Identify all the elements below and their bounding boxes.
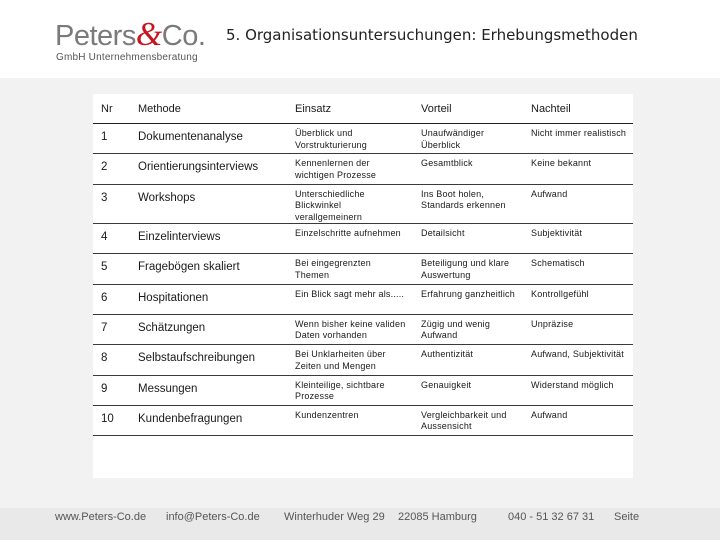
cell-nachteil: Subjektivität bbox=[523, 224, 633, 254]
table-row bbox=[93, 345, 633, 375]
cell-nachteil: Aufwand, Subjektivität bbox=[523, 345, 633, 375]
footer-street: Winterhuder Weg 29 bbox=[284, 511, 385, 523]
cell-einsatz: Bei Unklarheiten über Zeiten und Mengen bbox=[287, 345, 413, 375]
cell-nachteil: Aufwand bbox=[523, 184, 633, 224]
cell-einsatz: Unterschiedliche Blickwinkel verallgemeinern bbox=[287, 184, 413, 224]
content-area bbox=[0, 78, 720, 508]
cell-nachteil: Keine bekannt bbox=[523, 154, 633, 184]
footer-city: 22085 Hamburg bbox=[398, 511, 477, 523]
header-vorteil: Vorteil bbox=[413, 94, 523, 124]
cell-einsatz: Kleinteilige, sichtbare Prozesse bbox=[287, 375, 413, 405]
cell-einsatz: Bei eingegrenzten Themen bbox=[287, 254, 413, 284]
footer-phone: 040 - 51 32 67 31 bbox=[508, 511, 595, 523]
cell-methode: Workshops bbox=[130, 184, 287, 224]
cell-methode: Schätzungen bbox=[130, 314, 287, 344]
cell-methode: Hospitationen bbox=[130, 284, 287, 314]
cell-vorteil: Beteiligung und klare Auswertung bbox=[413, 254, 523, 284]
cell-methode: Dokumentenanalyse bbox=[130, 124, 287, 154]
logo-name-right: Co. bbox=[161, 20, 206, 52]
company-logo bbox=[55, 14, 206, 64]
cell-einsatz: Einzelschritte aufnehmen bbox=[287, 224, 413, 254]
cell-nr: 7 bbox=[93, 314, 130, 344]
cell-vorteil: Ins Boot holen, Standards erkennen bbox=[413, 184, 523, 224]
cell-vorteil: Zügig und wenig Aufwand bbox=[413, 314, 523, 344]
logo-subtitle: GmbH Unternehmensberatung bbox=[56, 52, 198, 63]
logo-name-left: Peters bbox=[55, 20, 136, 52]
cell-vorteil: Genauigkeit bbox=[413, 375, 523, 405]
cell-methode: Einzelinterviews bbox=[130, 224, 287, 254]
cell-vorteil: Authentizität bbox=[413, 345, 523, 375]
cell-nr: 10 bbox=[93, 405, 130, 435]
footer-email[interactable]: info@Peters-Co.de bbox=[166, 511, 260, 523]
table-row bbox=[93, 405, 633, 435]
cell-vorteil: Detailsicht bbox=[413, 224, 523, 254]
cell-nachteil: Unpräzise bbox=[523, 314, 633, 344]
cell-vorteil: Vergleichbarkeit und Aussensicht bbox=[413, 405, 523, 435]
cell-nachteil: Aufwand bbox=[523, 405, 633, 435]
cell-methode: Messungen bbox=[130, 375, 287, 405]
logo-wordmark bbox=[55, 16, 205, 54]
table-row bbox=[93, 284, 633, 314]
cell-nr: 3 bbox=[93, 184, 130, 224]
footer-page-label: Seite bbox=[614, 511, 640, 523]
cell-nr: 9 bbox=[93, 375, 130, 405]
cell-nachteil: Schematisch bbox=[523, 254, 633, 284]
footer bbox=[0, 508, 720, 540]
table-row bbox=[93, 314, 633, 344]
logo-ampersand: & bbox=[135, 16, 162, 53]
cell-einsatz: Überblick und Vorstrukturierung bbox=[287, 124, 413, 154]
table-row bbox=[93, 254, 633, 284]
cell-nr: 2 bbox=[93, 154, 130, 184]
cell-methode: Kundenbefragungen bbox=[130, 405, 287, 435]
table-panel bbox=[93, 94, 633, 478]
cell-einsatz: Ein Blick sagt mehr als..... bbox=[287, 284, 413, 314]
cell-nachteil: Widerstand möglich bbox=[523, 375, 633, 405]
cell-einsatz: Wenn bisher keine validen Daten vorhanden bbox=[287, 314, 413, 344]
cell-nachteil: Kontrollgefühl bbox=[523, 284, 633, 314]
table-header-row bbox=[93, 94, 633, 124]
cell-nr: 6 bbox=[93, 284, 130, 314]
header-einsatz: Einsatz bbox=[287, 94, 413, 124]
cell-nr: 8 bbox=[93, 345, 130, 375]
table-body bbox=[93, 124, 633, 436]
table-row bbox=[93, 184, 633, 224]
cell-nr: 1 bbox=[93, 124, 130, 154]
table-row bbox=[93, 154, 633, 184]
cell-methode: Orientierungsinterviews bbox=[130, 154, 287, 184]
cell-einsatz: Kennenlernen der wichtigen Prozesse bbox=[287, 154, 413, 184]
table-row bbox=[93, 375, 633, 405]
cell-nr: 5 bbox=[93, 254, 130, 284]
cell-methode: Selbstaufschreibungen bbox=[130, 345, 287, 375]
header-nachteil: Nachteil bbox=[523, 94, 633, 124]
cell-vorteil: Gesamtblick bbox=[413, 154, 523, 184]
header-nr: Nr bbox=[93, 94, 130, 124]
footer-website[interactable]: www.Peters-Co.de bbox=[55, 511, 147, 523]
cell-einsatz: Kundenzentren bbox=[287, 405, 413, 435]
table-row bbox=[93, 124, 633, 154]
cell-methode: Fragebögen skaliert bbox=[130, 254, 287, 284]
cell-nr: 4 bbox=[93, 224, 130, 254]
header-methode: Methode bbox=[130, 94, 287, 124]
cell-vorteil: Unaufwändiger Überblick bbox=[413, 124, 523, 154]
methods-table bbox=[93, 94, 633, 436]
header bbox=[0, 0, 720, 78]
table-row bbox=[93, 224, 633, 254]
page-title: 5. Organisationsuntersuchungen: Erhebungsmethoden bbox=[226, 26, 638, 44]
cell-vorteil: Erfahrung ganzheitlich bbox=[413, 284, 523, 314]
cell-nachteil: Nicht immer realistisch bbox=[523, 124, 633, 154]
